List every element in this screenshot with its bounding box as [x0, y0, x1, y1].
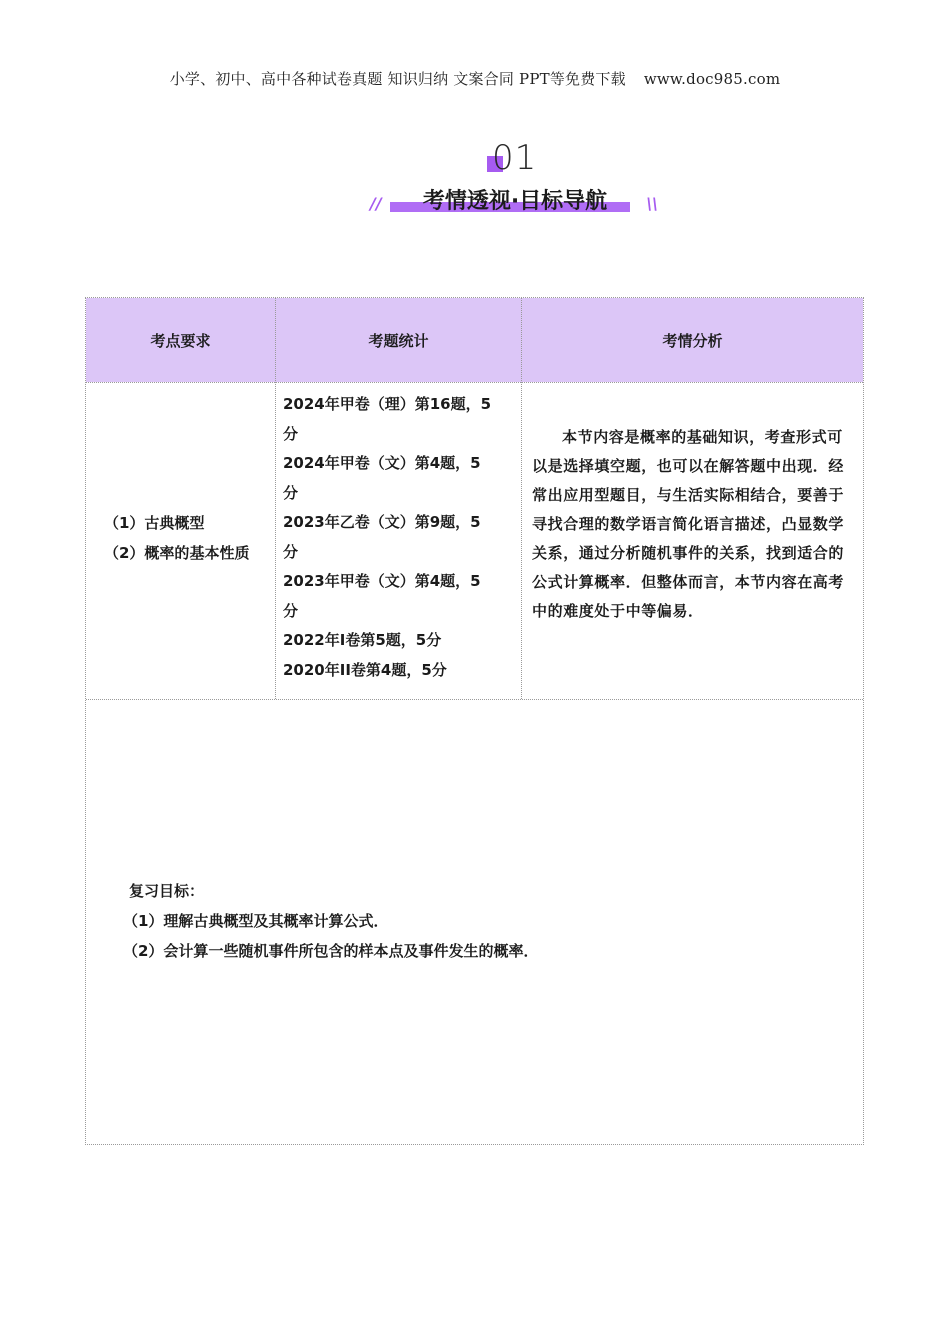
- section-title: 考情透视·目标导航: [422, 189, 608, 214]
- left-slash-decoration: //: [370, 194, 382, 213]
- statistic-line: 分: [283, 542, 299, 561]
- right-slash-decoration: \\: [646, 194, 658, 213]
- statistic-line: 2023年甲卷（文）第4题，5: [283, 572, 481, 590]
- review-goals: [123, 876, 539, 966]
- requirement-item: （1）古典概型: [104, 514, 205, 532]
- statistic-line: 分: [283, 424, 299, 443]
- statistics-cell: [283, 390, 513, 685]
- row-divider: [86, 382, 863, 383]
- review-goals-title: 复习目标：: [129, 882, 205, 900]
- section-number: 01: [492, 138, 538, 178]
- section-title-block: [370, 184, 660, 220]
- statistic-line: 分: [283, 483, 299, 502]
- header-site-link[interactable]: www.doc985.com: [643, 70, 781, 88]
- requirements-cell: [104, 508, 249, 568]
- page-header-banner: [0, 68, 950, 89]
- analysis-paragraph: 本节内容是概率的基础知识，考查形式可以是选择填空题，也可以在解答题中出现．经常出应用型题目，与生活实际相结合，要善于寻找合理的数学语言简化语言描述，凸显数学关系，通过分析随机事件的关系，找到适合的公式计算概率．但整体而言，本节内容在高考中的难度处于中等偏易．: [532, 428, 845, 620]
- requirement-item: （2）概率的基本性质: [104, 544, 250, 562]
- row-divider: [86, 699, 863, 700]
- statistic-line: 2020年II卷第4题，5分: [283, 660, 447, 679]
- exam-analysis-table: [85, 297, 864, 1145]
- statistic-line: 2022年I卷第5题，5分: [283, 631, 442, 649]
- statistic-line: 分: [283, 601, 299, 620]
- statistic-line: 2023年乙卷（文）第9题，5: [283, 513, 481, 531]
- review-goal-item: （1）理解古典概型及其概率计算公式．: [123, 912, 389, 930]
- statistic-line: 2024年甲卷（理）第16题，5: [283, 395, 492, 413]
- statistic-line: 2024年甲卷（文）第4题，5: [283, 454, 481, 472]
- header-statistics: 考题统计: [368, 331, 429, 350]
- review-goal-item: （2）会计算一些随机事件所包含的样本点及事件发生的概率．: [123, 942, 539, 960]
- header-banner-text: 小学、初中、高中各种试卷真题 知识归纳 文案合同 PPT等免费下载: [169, 70, 626, 88]
- header-analysis: 考情分析: [662, 331, 723, 350]
- header-requirements: 考点要求: [150, 331, 211, 350]
